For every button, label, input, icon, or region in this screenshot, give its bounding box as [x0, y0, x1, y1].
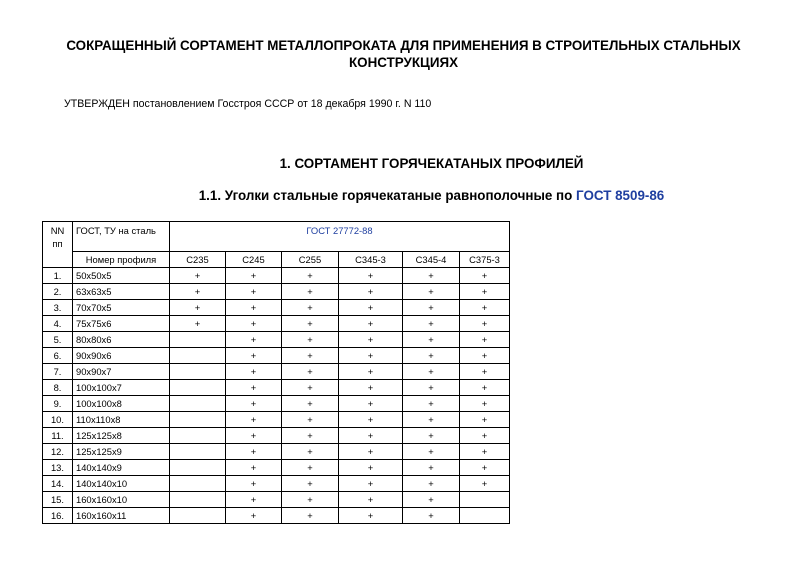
- row-number: 8.: [43, 380, 73, 396]
- availability-mark: +: [170, 300, 226, 316]
- availability-mark: [460, 492, 510, 508]
- availability-mark: +: [460, 364, 510, 380]
- availability-mark: +: [460, 412, 510, 428]
- row-number: 16.: [43, 508, 73, 524]
- table-row: [43, 300, 510, 316]
- availability-mark: +: [403, 348, 460, 364]
- availability-mark: [170, 380, 226, 396]
- availability-mark: +: [339, 476, 403, 492]
- availability-mark: +: [460, 332, 510, 348]
- profile-number: 160x160x11: [73, 508, 170, 524]
- profile-number: 63x63x5: [73, 284, 170, 300]
- profile-number: 100x100x7: [73, 380, 170, 396]
- row-number: 15.: [43, 492, 73, 508]
- availability-mark: +: [403, 428, 460, 444]
- availability-mark: [170, 492, 226, 508]
- availability-mark: +: [460, 444, 510, 460]
- row-number: 11.: [43, 428, 73, 444]
- steel-grade-header: С345-4: [403, 252, 460, 268]
- row-number: 5.: [43, 332, 73, 348]
- availability-mark: +: [282, 284, 339, 300]
- availability-mark: +: [339, 412, 403, 428]
- availability-mark: +: [282, 476, 339, 492]
- availability-mark: +: [226, 444, 282, 460]
- availability-mark: +: [460, 348, 510, 364]
- availability-mark: +: [339, 460, 403, 476]
- table-row: [43, 316, 510, 332]
- steel-grade-header: С345-3: [339, 252, 403, 268]
- availability-mark: +: [282, 380, 339, 396]
- availability-mark: +: [226, 476, 282, 492]
- table-row: [43, 284, 510, 300]
- availability-mark: +: [282, 300, 339, 316]
- row-number: 9.: [43, 396, 73, 412]
- availability-mark: [460, 508, 510, 524]
- section-heading: 1. СОРТАМЕНТ ГОРЯЧЕКАТАНЫХ ПРОФИЛЕЙ: [279, 156, 584, 171]
- availability-mark: +: [403, 380, 460, 396]
- steel-grade-header: С375-3: [460, 252, 510, 268]
- availability-mark: +: [282, 316, 339, 332]
- profile-number: 140x140x9: [73, 460, 170, 476]
- availability-mark: +: [226, 428, 282, 444]
- table-row: [43, 364, 510, 380]
- availability-mark: +: [282, 492, 339, 508]
- availability-mark: [170, 444, 226, 460]
- availability-mark: +: [282, 508, 339, 524]
- availability-mark: +: [339, 444, 403, 460]
- profile-number: 75x75x6: [73, 316, 170, 332]
- availability-mark: [170, 396, 226, 412]
- profile-number: 125x125x8: [73, 428, 170, 444]
- table-row: [43, 412, 510, 428]
- profile-number: 50x50x5: [73, 268, 170, 284]
- availability-mark: +: [403, 444, 460, 460]
- availability-mark: +: [339, 492, 403, 508]
- availability-mark: +: [403, 412, 460, 428]
- availability-mark: +: [403, 476, 460, 492]
- availability-mark: +: [460, 460, 510, 476]
- availability-mark: +: [403, 364, 460, 380]
- availability-mark: +: [226, 300, 282, 316]
- row-number: 12.: [43, 444, 73, 460]
- availability-mark: [170, 412, 226, 428]
- availability-mark: +: [403, 300, 460, 316]
- table-row: [43, 444, 510, 460]
- availability-mark: +: [403, 492, 460, 508]
- table-row: [43, 396, 510, 412]
- availability-mark: +: [282, 428, 339, 444]
- table-row: [43, 476, 510, 492]
- profile-number: 90x90x7: [73, 364, 170, 380]
- availability-mark: +: [460, 284, 510, 300]
- availability-mark: +: [460, 396, 510, 412]
- availability-mark: [170, 332, 226, 348]
- row-number: 3.: [43, 300, 73, 316]
- availability-mark: +: [460, 268, 510, 284]
- availability-mark: +: [170, 268, 226, 284]
- availability-mark: +: [339, 396, 403, 412]
- availability-mark: +: [403, 396, 460, 412]
- gost-27772-link[interactable]: ГОСТ 27772-88: [170, 222, 510, 252]
- steel-grade-header: С255: [282, 252, 339, 268]
- row-number: 6.: [43, 348, 73, 364]
- availability-mark: [170, 348, 226, 364]
- profile-number: 100x100x8: [73, 396, 170, 412]
- availability-mark: +: [339, 268, 403, 284]
- availability-mark: +: [282, 444, 339, 460]
- row-number: 4.: [43, 316, 73, 332]
- availability-mark: [170, 428, 226, 444]
- row-number: 13.: [43, 460, 73, 476]
- availability-mark: +: [226, 412, 282, 428]
- availability-mark: +: [226, 364, 282, 380]
- row-number: 2.: [43, 284, 73, 300]
- availability-mark: +: [460, 428, 510, 444]
- table-row: [43, 268, 510, 284]
- table-row: [43, 380, 510, 396]
- availability-mark: +: [282, 364, 339, 380]
- availability-mark: +: [226, 460, 282, 476]
- table-row: [43, 332, 510, 348]
- availability-mark: +: [226, 380, 282, 396]
- table-row: [43, 492, 510, 508]
- table-row: [43, 348, 510, 364]
- availability-mark: +: [339, 380, 403, 396]
- availability-mark: [170, 460, 226, 476]
- availability-mark: +: [403, 508, 460, 524]
- availability-mark: +: [460, 300, 510, 316]
- profile-number: 90x90x6: [73, 348, 170, 364]
- availability-mark: +: [170, 284, 226, 300]
- profile-number: 70x70x5: [73, 300, 170, 316]
- availability-mark: [170, 508, 226, 524]
- profile-number: 110x110x8: [73, 412, 170, 428]
- availability-mark: [170, 364, 226, 380]
- availability-mark: +: [403, 268, 460, 284]
- availability-mark: +: [226, 284, 282, 300]
- availability-mark: +: [403, 460, 460, 476]
- availability-mark: +: [339, 316, 403, 332]
- profile-header: Номер профиля: [73, 252, 170, 268]
- row-number: 7.: [43, 364, 73, 380]
- availability-mark: +: [282, 332, 339, 348]
- availability-mark: +: [339, 364, 403, 380]
- availability-mark: +: [282, 460, 339, 476]
- availability-mark: +: [282, 412, 339, 428]
- availability-mark: +: [282, 348, 339, 364]
- availability-mark: +: [282, 268, 339, 284]
- availability-mark: +: [226, 396, 282, 412]
- availability-mark: +: [226, 348, 282, 364]
- availability-mark: +: [226, 492, 282, 508]
- profile-number: 160x160x10: [73, 492, 170, 508]
- profile-number: 125x125x9: [73, 444, 170, 460]
- table-row: [43, 460, 510, 476]
- subsection-heading: [0, 188, 807, 203]
- availability-mark: +: [460, 380, 510, 396]
- approval-note: УТВЕРЖДЕН постановлением Госстроя СССР от 18 декабря 1990 г. N 110: [64, 98, 432, 110]
- subsection-prefix: 1.1. Уголки стальные горячекатаные равнополочные по: [198, 188, 577, 203]
- profile-number: 140x140x10: [73, 476, 170, 492]
- availability-mark: [170, 476, 226, 492]
- availability-mark: +: [226, 316, 282, 332]
- document-title: СОКРАЩЕННЫЙ СОРТАМЕНТ МЕТАЛЛОПРОКАТА ДЛЯ ПРИМЕНЕНИЯ В СТРОИТЕЛЬНЫХ СТАЛЬНЫХ КОНСТРУКЦИЯХ: [66, 38, 741, 70]
- availability-mark: +: [339, 332, 403, 348]
- row-number: 10.: [43, 412, 73, 428]
- availability-mark: +: [226, 268, 282, 284]
- steel-grade-header: С235: [170, 252, 226, 268]
- availability-mark: +: [339, 348, 403, 364]
- availability-mark: +: [339, 428, 403, 444]
- availability-mark: +: [226, 332, 282, 348]
- availability-mark: +: [403, 332, 460, 348]
- availability-mark: +: [460, 316, 510, 332]
- availability-mark: +: [460, 476, 510, 492]
- row-number: 14.: [43, 476, 73, 492]
- profile-number: 80x80x6: [73, 332, 170, 348]
- availability-mark: +: [403, 316, 460, 332]
- availability-mark: +: [339, 300, 403, 316]
- row-number: 1.: [43, 268, 73, 284]
- gost-8509-link[interactable]: ГОСТ 8509-86: [576, 188, 665, 203]
- availability-mark: +: [403, 284, 460, 300]
- availability-mark: +: [339, 508, 403, 524]
- angles-table: [42, 221, 510, 524]
- table-row: [43, 508, 510, 524]
- availability-mark: +: [170, 316, 226, 332]
- nn-header: NN пп: [43, 222, 73, 268]
- table-row: [43, 428, 510, 444]
- availability-mark: +: [339, 284, 403, 300]
- steel-grade-header: С245: [226, 252, 282, 268]
- availability-mark: +: [282, 396, 339, 412]
- availability-mark: +: [226, 508, 282, 524]
- gost-header: ГОСТ, ТУ на сталь: [73, 222, 170, 252]
